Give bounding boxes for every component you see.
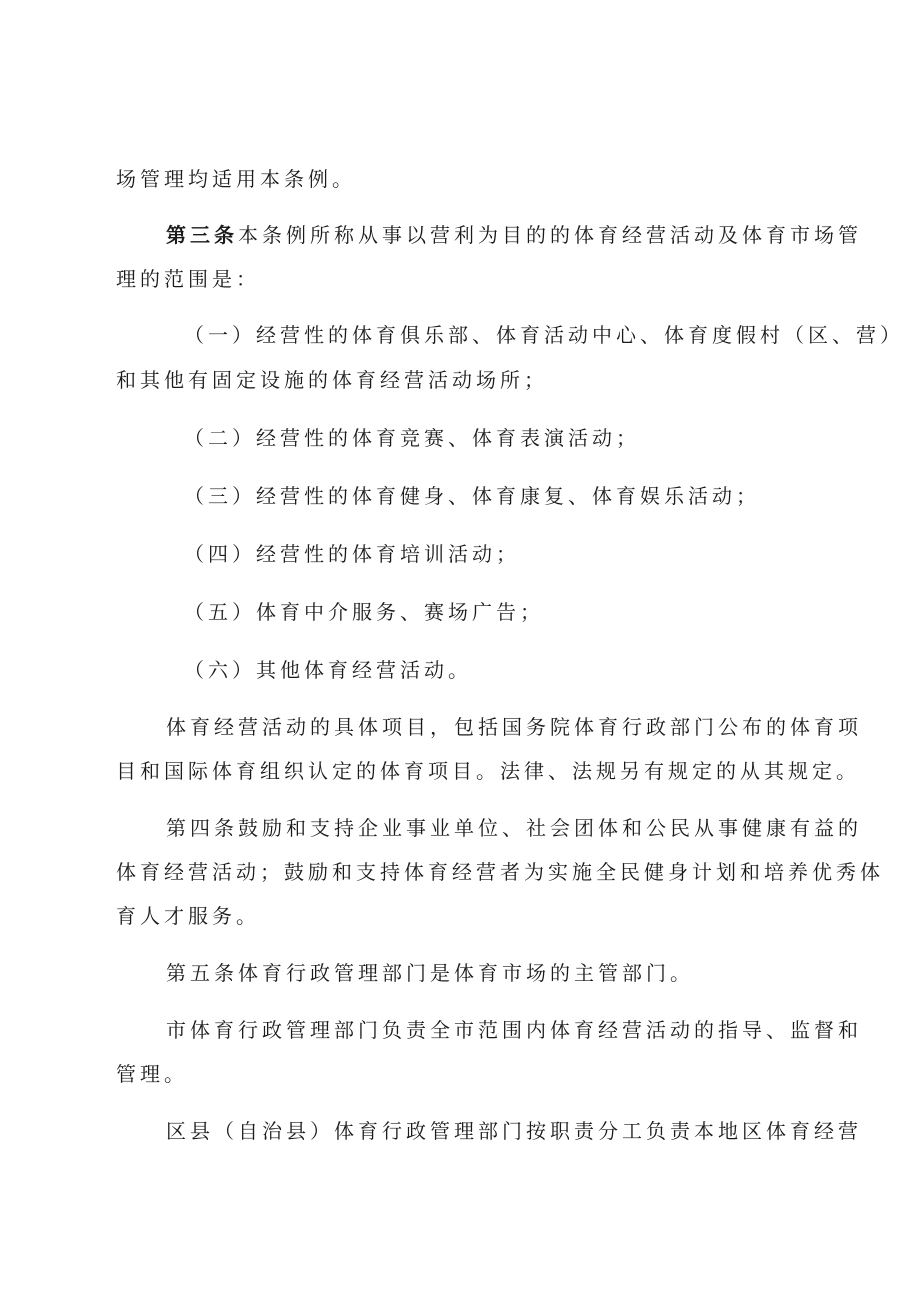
article-3-paragraph bbox=[166, 221, 862, 249]
text-line: 本条例所称从事以营利为目的的体育经营活动及体育市场管 bbox=[238, 223, 862, 247]
text-line: 和其他有固定设施的体育经营活动场所； bbox=[116, 368, 548, 392]
article-heading: 第三条 bbox=[166, 223, 238, 247]
list-item: （二）经营性的体育竞赛、体育表演活动； bbox=[184, 426, 640, 450]
text-line: 理的范围是： bbox=[116, 267, 260, 291]
list-item: （三）经营性的体育健身、体育康复、体育娱乐活动； bbox=[184, 484, 760, 508]
list-item: （六）其他体育经营活动。 bbox=[184, 658, 472, 682]
text-line: 区县（自治县）体育行政管理部门按职责分工负责本地区体育经营 bbox=[166, 1119, 862, 1143]
list-item: （五）体育中介服务、赛场广告； bbox=[184, 600, 544, 624]
text-line: 第五条体育行政管理部门是体育市场的主管部门。 bbox=[166, 961, 694, 985]
text-line: 管理。 bbox=[116, 1062, 188, 1086]
text-line: 第四条鼓励和支持企业事业单位、社会团体和公民从事健康有益的 bbox=[166, 816, 862, 840]
text-line: 市体育行政管理部门负责全市范围内体育经营活动的指导、监督和 bbox=[166, 1018, 862, 1042]
text-line: 体育经营活动；鼓励和支持体育经营者为实施全民健身计划和培养优秀体 bbox=[116, 860, 884, 884]
text-line: 体育经营活动的具体项目，包括国务院体育行政部门公布的体育项 bbox=[166, 715, 862, 739]
list-item: （一）经营性的体育俱乐部、体育活动中心、体育度假村（区、营） bbox=[184, 323, 904, 347]
text-line: 场管理均适用本条例。 bbox=[116, 167, 356, 191]
text-line: 育人才服务。 bbox=[116, 904, 260, 928]
list-item: （四）经营性的体育培训活动； bbox=[184, 542, 520, 566]
text-line: 目和国际体育组织认定的体育项目。法律、法规另有规定的从其规定。 bbox=[116, 759, 860, 783]
